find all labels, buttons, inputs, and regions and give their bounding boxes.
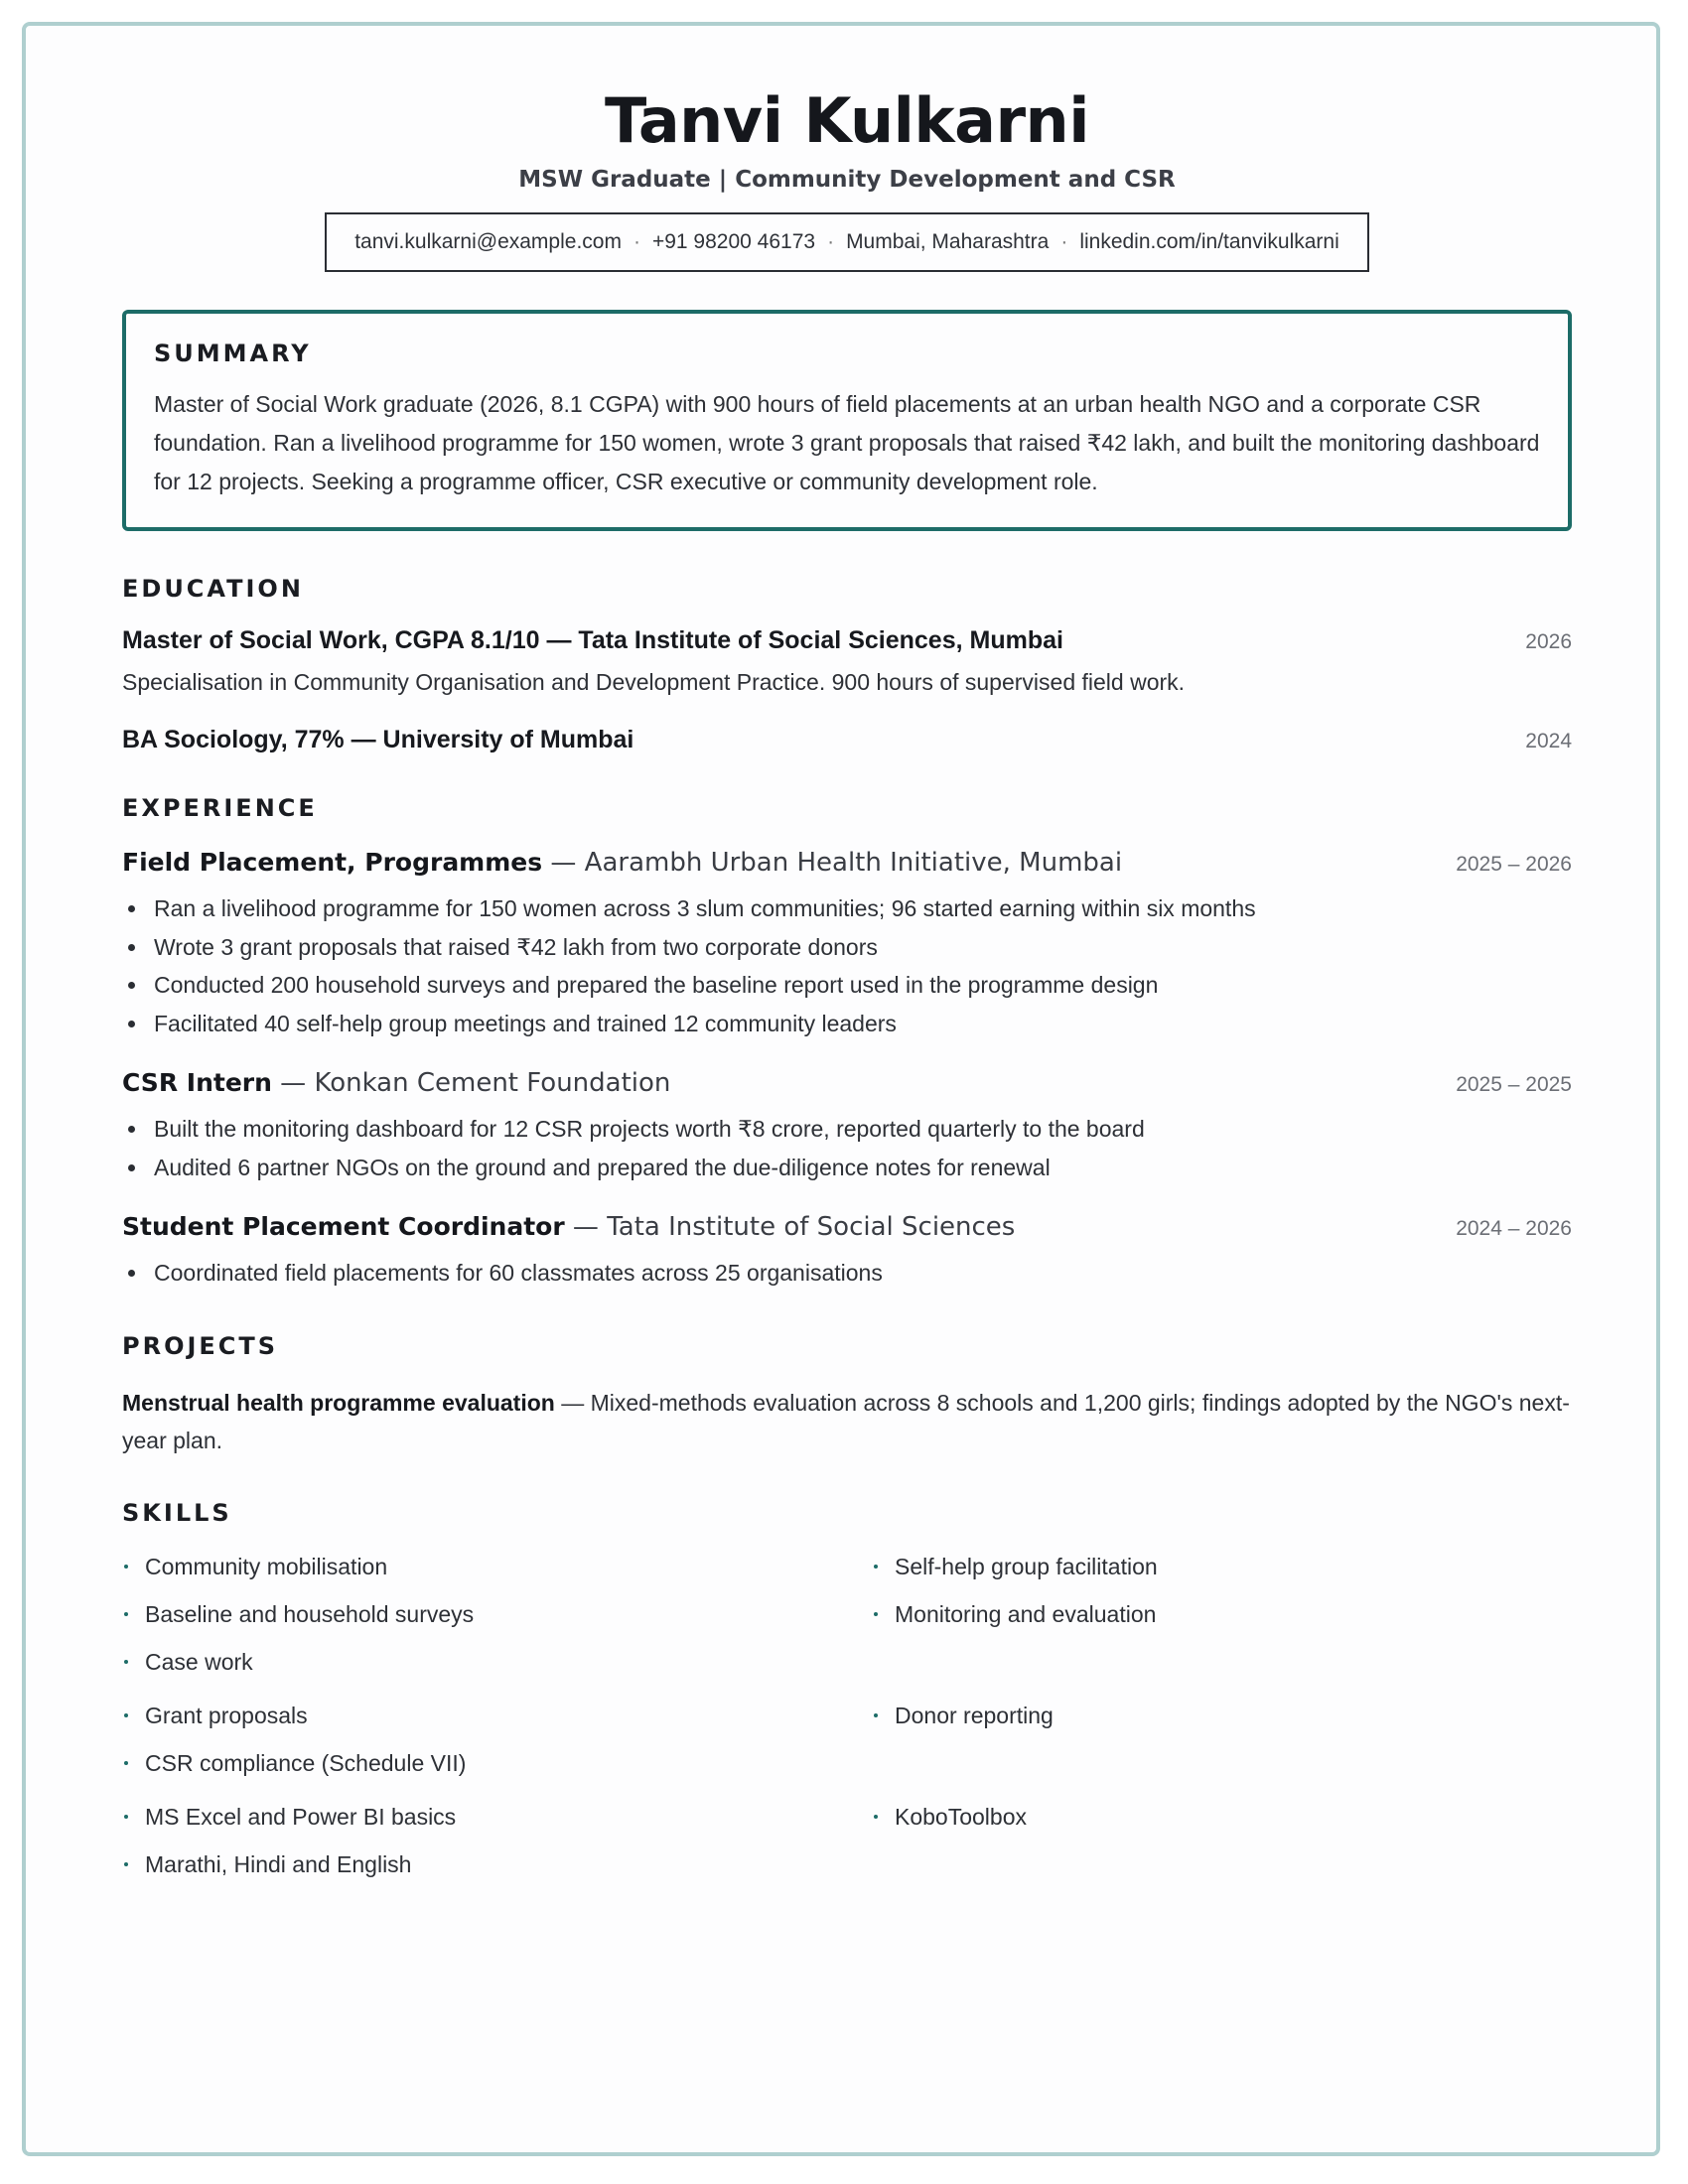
job-entry [122,1068,1572,1186]
skills-grid [122,1549,1572,1882]
skill-item: Grant proposals [122,1698,872,1733]
education-title: BA Sociology, 77% — University of Mumbai [122,726,634,754]
candidate-name: Tanvi Kulkarni [605,84,1089,157]
skill-item: KoboToolbox [872,1799,1572,1835]
summary-heading: SUMMARY [154,340,312,368]
skill-item: Monitoring and evaluation [872,1596,1572,1632]
job-role: Field Placement, Programmes [122,848,543,878]
job-bullet: Wrote 3 grant proposals that raised ₹42 lakh from two corporate donors [122,928,1572,967]
education-description: Specialisation in Community Organisation and Development Practice. 900 hours of supervised field work. [122,669,1186,696]
job-bullet: Conducted 200 household surveys and prepared the baseline report used in the programme design [122,966,1572,1005]
education-title: Master of Social Work, CGPA 8.1/10 — Tata Institute of Social Sciences, Mumbai [122,626,1063,655]
job-date: 2025 – 2026 [1456,853,1572,877]
skill-group [122,1698,1572,1781]
skill-item: MS Excel and Power BI basics [122,1799,872,1835]
skill-group [122,1549,1572,1680]
job-organisation: Tata Institute of Social Sciences [607,1212,1016,1243]
skill-group [122,1799,1572,1882]
contact-bar [325,212,1369,272]
skill-item: Marathi, Hindi and English [122,1846,872,1882]
education-heading: EDUCATION [122,575,304,604]
job-entry [122,848,1572,1042]
job-date: 2025 – 2025 [1456,1073,1572,1097]
education-item [122,726,1572,754]
resume-content [122,84,1572,1900]
education-section [122,575,1572,754]
skill-item: Community mobilisation [122,1549,872,1584]
education-item [122,626,1572,696]
skills-section [122,1499,1572,1882]
candidate-title: MSW Graduate | Community Development and CSR [518,167,1176,194]
job-bullet: Built the monitoring dashboard for 12 CSR projects worth ₹8 crore, reported quarterly to the board [122,1110,1572,1149]
job-bullet: Coordinated field placements for 60 classmates across 25 organisations [122,1254,1572,1293]
projects-heading: PROJECTS [122,1331,279,1360]
job-bullet: Audited 6 partner NGOs on the ground and prepared the due-diligence notes for renewal [122,1149,1572,1187]
contact-separator: · [633,230,640,254]
job-bullet: Facilitated 40 self-help group meetings and trained 12 community leaders [122,1005,1572,1043]
contact-separator: · [827,230,835,254]
job-organisation: Konkan Cement Foundation [314,1068,671,1099]
education-date: 2024 [1525,730,1572,753]
job-bullet: Ran a livelihood programme for 150 women across 3 slum communities; 96 started earning within six months [122,889,1572,928]
job-entry [122,1212,1572,1293]
experience-heading: EXPERIENCE [122,794,318,823]
job-bullets [122,889,1572,1042]
skill-item: Self-help group facilitation [872,1549,1572,1584]
job-dash: — [271,1068,315,1099]
skill-item: CSR compliance (Schedule VII) [122,1745,872,1781]
job-date: 2024 – 2026 [1456,1217,1572,1241]
summary-text: Master of Social Work graduate (2026, 8.1 CGPA) with 900 hours of field placements at an urban health NGO and a corporate CSR foundation. Ran a livelihood programme for 150 women, wrote 3 grant proposals that raised ₹42 lakh, and built the monitoring dashboard for 12 projects. Seeking a programme officer, CSR executive or community development role. [154,391,1540,495]
job-role: Student Placement Coordinator [122,1212,565,1242]
contact-separator: · [1060,230,1068,254]
skill-item: Baseline and household surveys [122,1596,872,1632]
job-organisation: Aarambh Urban Health Initiative, Mumbai [584,848,1123,879]
experience-section [122,794,1572,1293]
contact-location: Mumbai, Maharashtra [846,230,1050,254]
contact-phone[interactable]: +91 98200 46173 [651,230,816,254]
contact-bar-wrap [122,212,1572,272]
job-dash: — [564,1212,608,1243]
job-bullets [122,1110,1572,1186]
project-name: Menstrual health programme evaluation [122,1389,555,1416]
project-description: — Mixed-methods evaluation across 8 schools and 1,200 girls; findings adopted by the NGO's next-year plan. [122,1389,1570,1453]
contact-linkedin[interactable]: linkedin.com/in/tanvikulkarni [1079,230,1339,254]
skill-item: Case work [122,1644,872,1680]
education-date: 2026 [1525,630,1572,654]
job-bullets [122,1254,1572,1293]
job-role: CSR Intern [122,1068,272,1098]
project-entry [122,1384,1572,1459]
summary-section [122,310,1572,531]
contact-email[interactable]: tanvi.kulkarni@example.com [354,230,622,254]
projects-section [122,1332,1572,1459]
resume-page [22,22,1660,2156]
job-dash: — [542,848,585,879]
skills-heading: SKILLS [122,1498,232,1527]
skill-item: Donor reporting [872,1698,1572,1733]
